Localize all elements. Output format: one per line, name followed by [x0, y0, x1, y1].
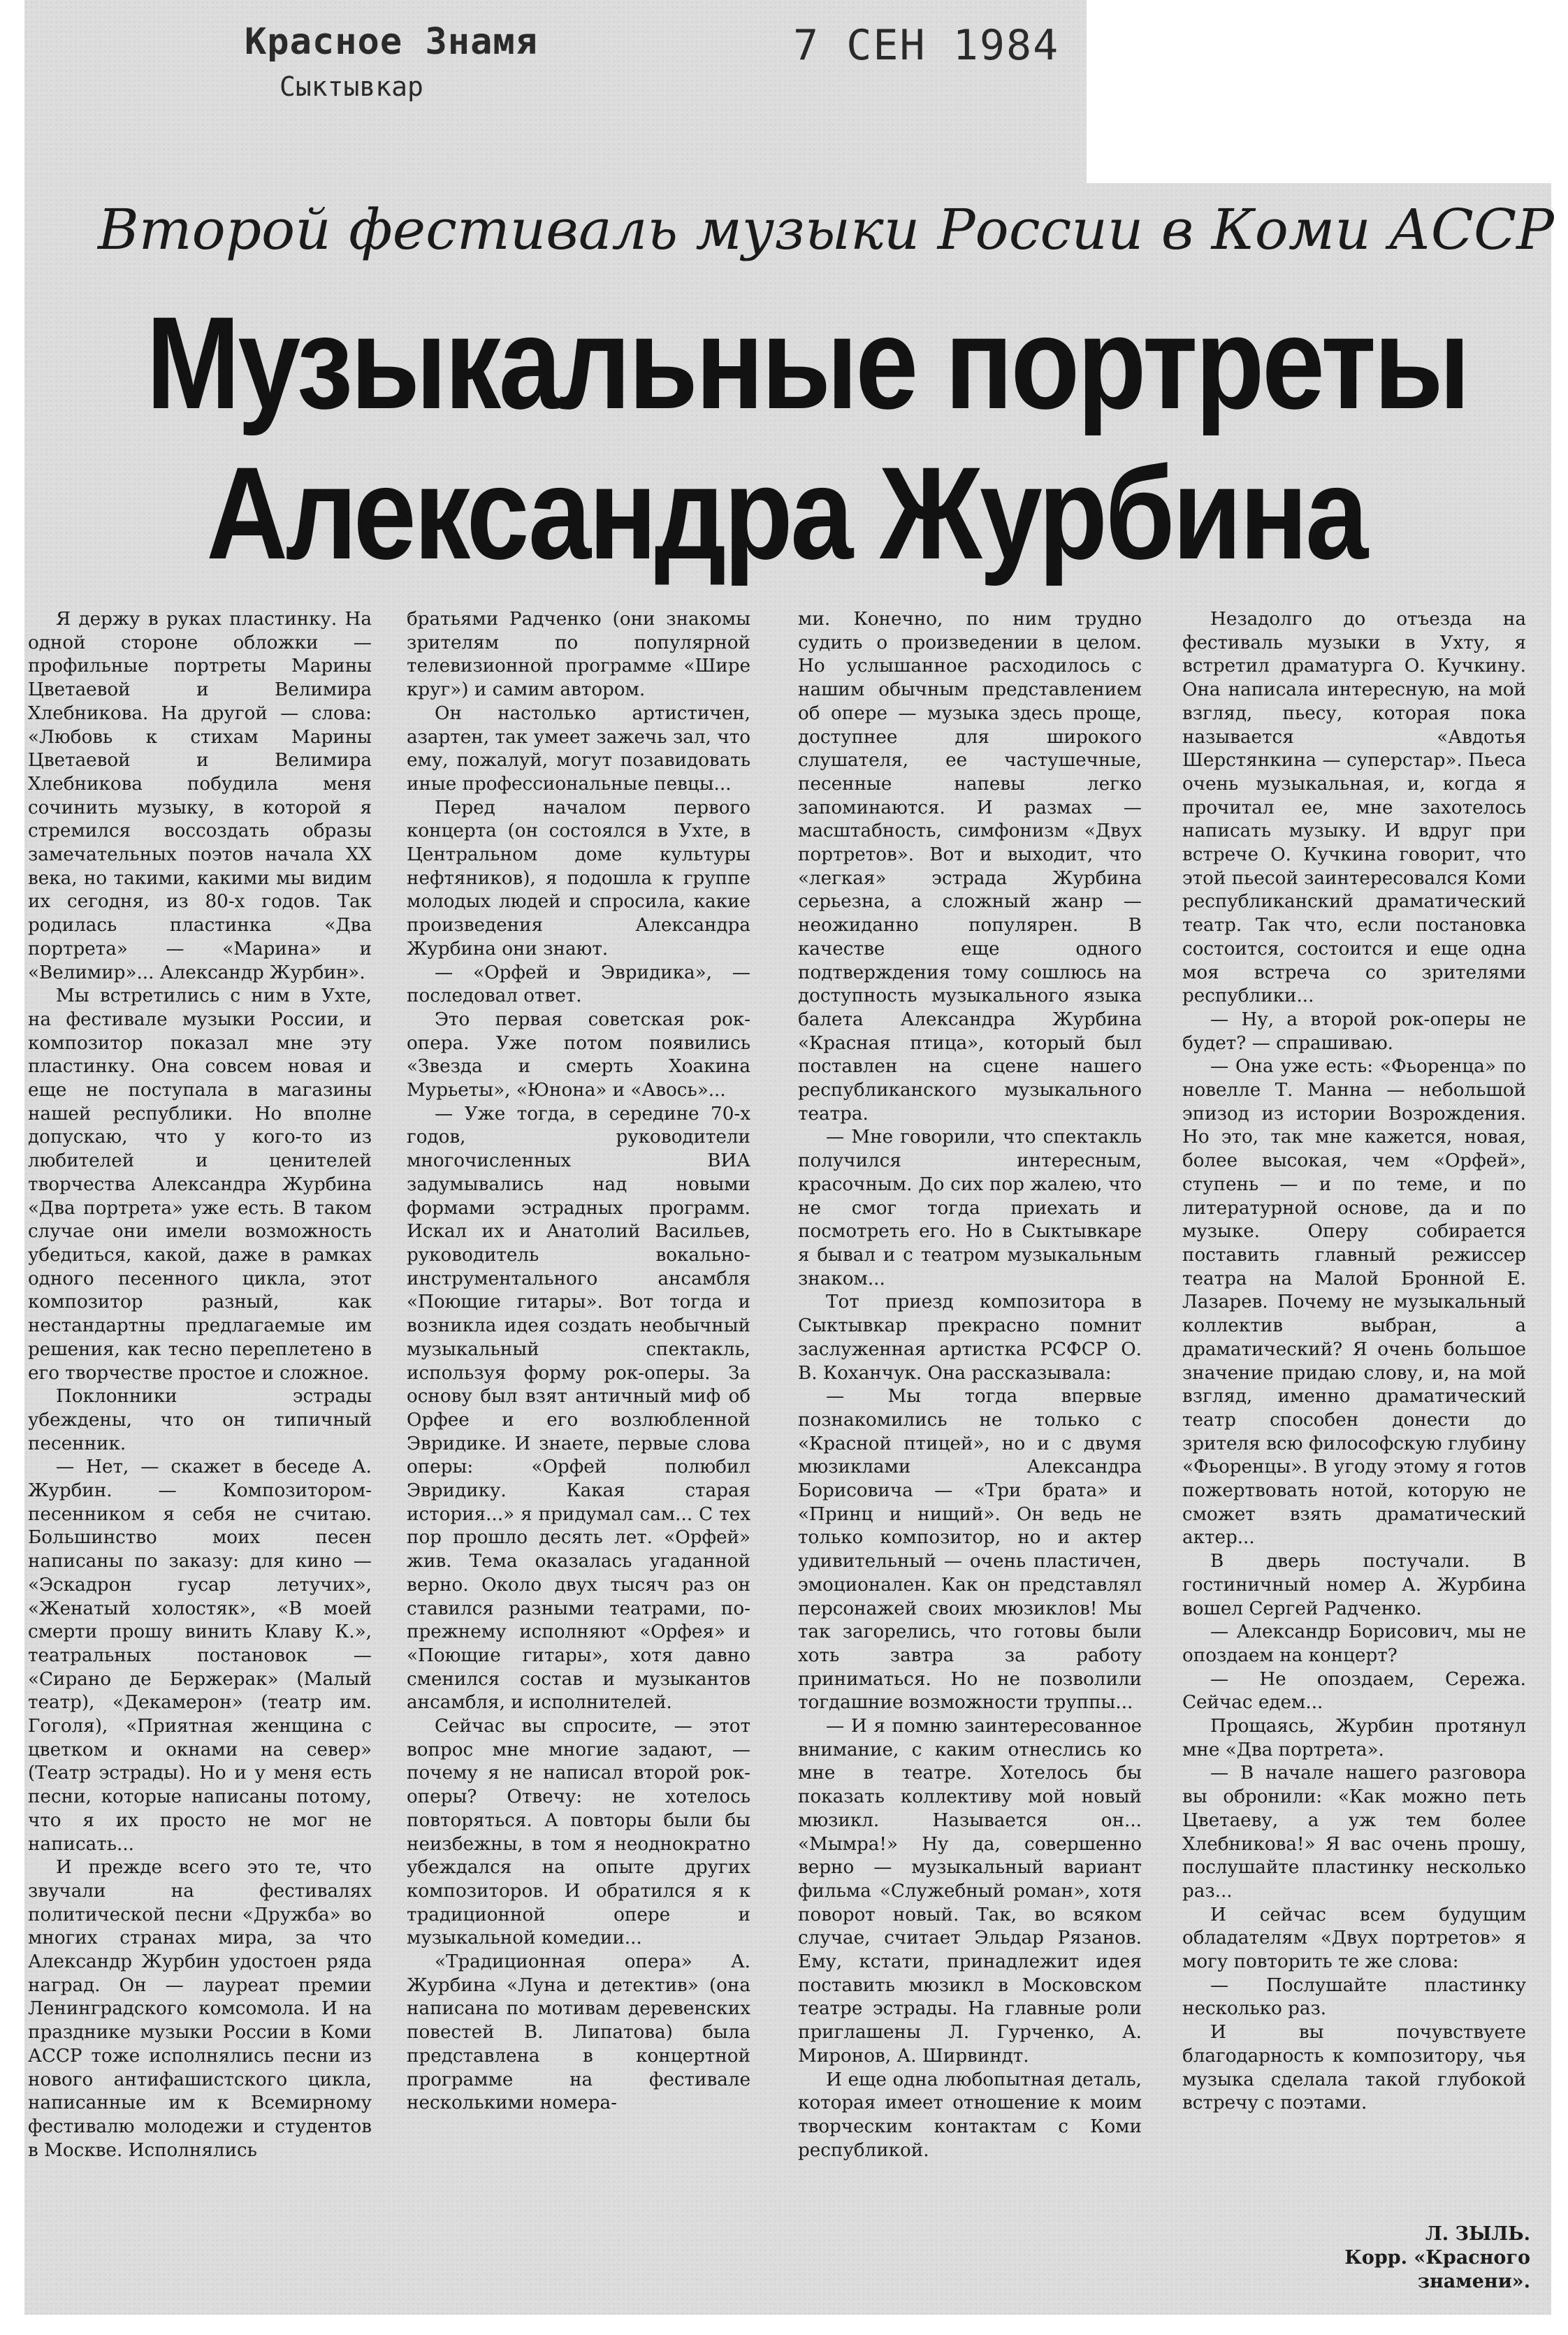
article-paragraph: — И я помню заинтересованное внимание, с каким отнеслись ко мне в театре. Хотелось бы показать коллективу мой новый мюзикл. Называется он... «Мымра!» Ну да, совершенно верно — музыкальный вариант фильма «Служебный роман», хотя поворот новый. Так, во всяком случае, считает Эльдар Рязанов. Ему, кстати, принадлежит идея поставить мюзикл в Московском театре эстрады. На главные роли приглашены Л. Гурченко, А. Миронов, А. Ширвиндт.	[798, 1716, 1142, 2067]
article-paragraph: Перед началом первого концерта (он состоялся в Ухте, в Центральном доме культуры нефтяников), я подошла к группе молодых людей и спросила, какие произведения Александра Журбина они знают.	[407, 797, 750, 960]
article-paragraph: — Александр Борисович, мы не опоздаем на концерт?	[1182, 1621, 1526, 1666]
signature-role-line-1: Корр. «Красного	[1344, 2247, 1530, 2269]
article-column-3	[798, 608, 1142, 2250]
article-paragraph: Прощаясь, Журбин протянул мне «Два портрета».	[1182, 1716, 1526, 1761]
article-paragraph: Сейчас вы спросите, — этот вопрос мне многие задают, — почему я не написал второй рок-оперы? Отвечу: не хотелось повторяться. А повторы были бы неизбежны, в том я неоднократно убеждался на опыте других композиторов. И обратился я к традиционной опере и музыкальной комедии...	[407, 1716, 750, 1949]
article-headline-line-1: Музыкальные портреты	[146, 289, 1468, 436]
article-paragraph: Незадолго до отъезда на фестиваль музыки в Ухту, я встретил драматурга О. Кучкину. Она написала интересную, на мой взгляд, пьесу, которая пока называется «Авдотья Шерстянкина — суперстар». Пьеса очень музыкальная, и, когда я прочитал ее, мне захотелось написать музыку. И вдруг при встрече О. Кучкина говорит, что этой пьесой заинтересовался Коми республиканский драматический театр. Так что, если постановка состоится, состоится и еще одна моя встреча со зрителями республики...	[1182, 609, 1526, 1007]
article-paragraph: — Послушайте пластинку несколько раз.	[1182, 1974, 1526, 2020]
article-paragraph: И вы почувствуете благодарность к композитору, чья музыка сделала такой глубокой встречу с поэтами.	[1182, 2022, 1526, 2114]
signature-author: Л. ЗЫЛЬ.	[1425, 2223, 1530, 2245]
article-headline-line-2: Александра Журбина	[206, 440, 1366, 586]
signature-role-line-2: знамени».	[1417, 2271, 1530, 2292]
article-paragraph: — Мы тогда впервые познакомились не только с «Красной птицей», но и с двумя мюзиклами Александра Борисовича — «Три брата» и «Принц и нищий». Он ведь не только композитор, но и актер удивительный — очень пластичен, эмоционален. Как он представлял персонажей своих мюзиклов! Мы так загорелись, что готовы были хоть завтра за работу приниматься. Но не позволили тогдашние возможности труппы...	[798, 1386, 1142, 1714]
article-column-4	[1182, 608, 1526, 2250]
article-paragraph: — Она уже есть: «Фьоренца» по новелле Т. Манна — небольшой эпизод из истории Возрождения. Но это, так мне кажется, новая, более высокая, чем «Орфей», ступень — и по теме, и по литературной основе, да и по музыке. Оперу собирается поставить главный режиссер театра на Малой Бронной Е. Лазарев. Почему не музыкальный коллектив выбран, а драматический? Я очень большое значение придаю слову, и, на мой взгляд, именно драматический театр способен донести до зрителя всю философскую глубину «Фьоренцы». В угоду этому я готов пожертвовать нотой, которую не сможет взять драматический актер...	[1182, 1056, 1526, 1549]
article-paragraph: Поклонники эстрады убеждены, что он типичный песенник.	[28, 1386, 372, 1454]
article-paragraph: — В начале нашего разговора вы обронили: «Как можно петь Цветаеву, а уж тем более Хлебникова!» Я вас очень прошу, послушайте пластинку несколько раз...	[1182, 1763, 1526, 1902]
article-paragraph: Я держу в руках пластинку. На одной стороне обложки — профильные портреты Марины Цветаевой и Велимира Хлебникова. На другой — слова: «Любовь к стихам Марины Цветаевой и Велимира Хлебникова побудила меня сочинить музыку, в которой я стремился воссоздать образы замечательных поэтов начала XX века, но такими, какими мы видим их сегодня, из 80-х годов. Так родилась пластинка «Два портрета» — «Марина» и «Велимир»... Александр Журбин».	[28, 609, 372, 983]
article-paragraph: — Уже тогда, в середине 70-х годов, руководители многочисленных ВИА задумывались над новыми формами эстрадных программ. Искал их и Анатолий Васильев, руководитель вокально-инструментального ансамбля «Поющие гитары». Вот тогда и возникла идея создать необычный музыкальный спектакль, используя форму рок-оперы. За основу был взят античный миф об Орфее и его возлюбленной Эвридике. И знаете, первые слова оперы: «Орфей полюбил Эвридику. Какая старая история...» я придумал сам... С тех пор прошло десять лет. «Орфей» жив. Тема оказалась угаданной верно. Около двух тысяч раз он ставился разными театрами, по-прежнему исполняют «Орфея» и «Поющие гитары», хотя давно сменился состав и музыкантов ансамбля, и исполнителей.	[407, 1103, 750, 1714]
article-paragraph: И еще одна любопытная деталь, которая имеет отношение к моим творческим контактам с Коми республикой.	[798, 2069, 1142, 2161]
article-paragraph: братьями Радченко (они знакомы зрителям по популярной телевизионной программе «Шире круг») и самим автором.	[407, 609, 750, 701]
article-paragraph: И сейчас всем будущим обладателям «Двух портретов» я могу повторить те же слова:	[1182, 1904, 1526, 1973]
article-signature	[1293, 2222, 1530, 2294]
article-paragraph: ми. Конечно, по ним трудно судить о произведении в целом. Но услышанное расходилось с нашим обычным представлением об опере — музыка здесь проще, доступнее для широкого слушателя, ее частушечные, песенные напевы легко запоминаются. И размах — масштабность, симфонизм «Двух портретов». Вот и выходит, что «легкая» эстрада Журбина серьезна, а сложный жанр — неожиданно популярен. В качестве еще одного подтверждения тому сошлюсь на доступность музыкального языка балета Александра Журбина «Красная птица», который был поставлен на сцене нашего республиканского музыкального театра.	[798, 609, 1142, 1125]
article-paragraph: Мы встретились с ним в Ухте, на фестивале музыки России, и композитор показал мне эту пластинку. Она совсем новая и еще не поступала в магазины нашей республики. Но вполне допускаю, что у кого-то из любителей и ценителей творчества Александра Журбина «Два портрета» уже есть. В таком случае они имели возможность убедиться, какой, даже в рамках одного песенного цикла, этот композитор разный, как нестандартны предлагаемые им решения, как тесно переплетено в его творчестве простое и сложное.	[28, 985, 372, 1384]
article-paragraph: — «Орфей и Эвридика», — последовал ответ.	[407, 962, 750, 1007]
article-paragraph: И прежде всего это те, что звучали на фестивалях политической песни «Дружба» во многих странах мира, за что Александр Журбин удостоен ряда наград. Он — лауреат премии Ленинградского комсомола. И на празднике музыки России в Коми АССР тоже исполнялись песни из нового антифашистского цикла, написанные им к Всемирному фестивалю молодежи и студентов в Москве. Исполнялись	[28, 1857, 372, 2161]
article-paragraph: Тот приезд композитора в Сыктывкар прекрасно помнит заслуженная артистка РСФСР О. В. Коханчук. Она рассказывала:	[798, 1292, 1142, 1384]
article-kicker: Второй фестиваль музыки России в Коми АССР	[98, 197, 1554, 262]
article-paragraph: Он настолько артистичен, азартен, так умеет зажечь зал, что ему, пожалуй, могут позавидовать иные профессиональные певцы...	[407, 702, 750, 795]
date-stamp: 7 СЕН 1984	[793, 21, 1060, 70]
article-paragraph: — Не опоздаем, Сережа. Сейчас едем...	[1182, 1668, 1526, 1714]
article-paragraph: — Ну, а второй рок-оперы не будет? — спрашиваю.	[1182, 1009, 1526, 1054]
newspaper-name-stamp: Красное Знамя	[245, 21, 538, 63]
article-paragraph: — Мне говорили, что спектакль получился интересным, красочным. До сих пор жалею, что не смог тогда приехать и посмотреть его. Но в Сыктывкаре я бывал и с театром музыкальным знаком...	[798, 1127, 1142, 1289]
article-column-1	[28, 608, 372, 2250]
article-column-2	[407, 608, 750, 2250]
article-paragraph: Это первая советская рок-опера. Уже потом появились «Звезда и смерть Хоакина Мурьеты», «Юнона» и «Авось»...	[407, 1009, 750, 1101]
article-paragraph: — Нет, — скажет в беседе А. Журбин. — Композитором-песенником я себя не считаю. Большинство моих песен написаны по заказу: для кино — «Эскадрон гусар летучих», «Женатый холостяк», «В моей смерти прошу винить Клаву К.», театральных постановок — «Сирано де Бержерак» (Малый театр), «Декамерон» (театр им. Гоголя), «Приятная женщина с цветком и окнами на север» (Театр эстрады). Но и у меня есть песни, которые написаны потому, что я их просто не мог не написать...	[28, 1456, 372, 1855]
newspaper-city-stamp: Сыктывкар	[280, 71, 423, 102]
article-paragraph: «Традиционная опера» А. Журбина «Луна и детектив» (она написана по мотивам деревенских повестей В. Липатова) была представлена в концертной программе на фестивале несколькими номера-	[407, 1951, 750, 2114]
article-paragraph: В дверь постучали. В гостиничный номер А. Журбина вошел Сергей Радченко.	[1182, 1551, 1526, 1619]
